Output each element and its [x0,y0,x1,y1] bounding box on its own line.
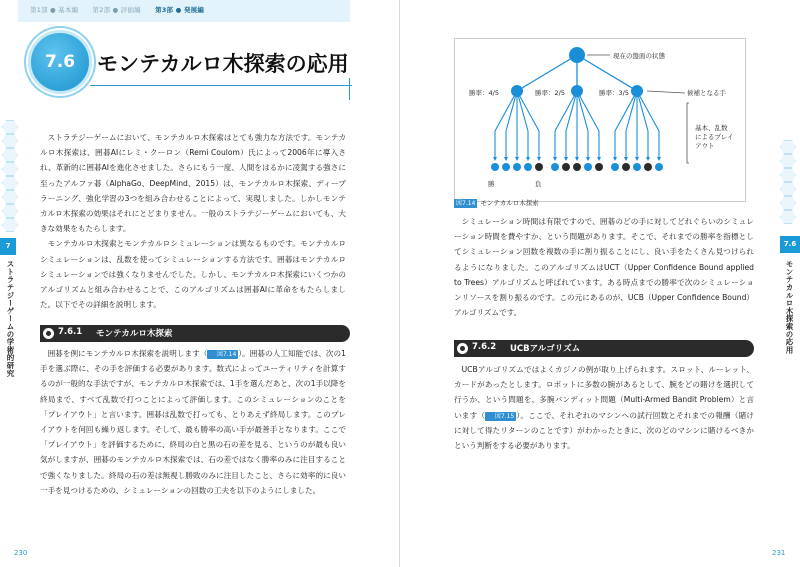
intro-paragraph-1: ストラテジーゲームにおいて、モンテカルロ木探索はとても強力な方法です。モンテカルロ木探索は、囲碁AIにレミ・クーロン（Remi Coulom）氏によって2006年に導入され、革新的に囲碁AIを進化させました。さらにもう一度、人間をはるかに凌駕する強さに至ったアルファ碁（AlphaGo、DeepMind、2015）は、モンテカルロ木探索、ディープラーニング、強化学習の3つを組み合わせることによって、実現しました。しかしモンテカルロ木探索の効果はそれにとどまりません。一般のストラテジーゲームにおいても、大きな効果をもたらします。 [40,133,346,234]
tree-edge [506,91,517,131]
leaf-win-node [584,163,592,171]
section-761-paragraph [40,346,346,498]
tree-edge [637,91,659,131]
breadcrumb-part1[interactable]: 第1部 ● 基本編 [30,6,79,14]
figure-ref-715[interactable]: 図7.15 [485,412,516,421]
leaf-lose-node [562,163,570,171]
title-tick [349,78,350,100]
leaf-win-node [513,163,521,171]
leaf-lose-node [622,163,630,171]
tree-edge [495,91,517,131]
section-heading-761 [40,325,350,342]
playout-note-line-3: アウト [695,142,715,150]
lose-label: 負 [535,180,542,188]
page-title: モンテカルロ木探索の応用 [97,52,349,76]
tree-edge [615,91,637,131]
arrowhead [537,157,541,161]
right-page [400,0,800,567]
side-tab-section[interactable]: 7.6 [780,236,800,253]
candidate-pointer [647,91,685,93]
right-top-paragraph: シミュレーション時間は有限ですので、囲碁のどの手に対してどれぐらいのシミュレーション時間を費やすか、という問題があります。そこで、それまでの勝率を指標としてシミュレーション回数を複数の手に割り振ることにし、良い手をたくさん見つけられるようになりました。このアルゴリズムはUCT（Upper Confidence Bound applied to Trees）アルゴリズムと呼ばれています。ある時点までの勝率で次のシミュレーションリソースを割り振るのです。この元にあるのが、UCB（Upper Confidence Bound）アルゴリズムです。 [454,217,754,318]
leaf-win-node [551,163,559,171]
section-number: 7.6.2 [472,342,497,352]
arrowhead [493,157,497,161]
winrate-label-1: 勝率：4/5 [469,89,499,97]
candidate-node [571,85,583,97]
side-tab-chapter[interactable]: 7 [0,238,16,255]
intro-paragraph-2: モンテカルロ木探索とモンテカルロシミュレーションは異なるものです。モンテカルロシミュレーションは、乱数を使ってシミュレーションする方法です。囲碁はモンテカルロシミュレーションでは強くなりませんでした。しかし、モンテカルロ木探索にいくつかのアルゴリズムと組み合わせることで、このアルゴリズムは囲碁AIに革命をもたらしました。以下でその詳細を説明します。 [40,239,346,310]
right-top-text [454,214,754,320]
section-761-text [40,346,346,498]
arrowhead [613,157,617,161]
side-vertical-title: モンテカルロ木探索の応用 [785,260,794,354]
root-node [569,47,585,63]
playout-note-line-1: 基本、乱数 [695,124,728,132]
arrowhead [597,157,601,161]
section-number-badge: 7.6 [28,30,92,94]
section-bullet-icon [457,343,468,354]
s761-text-b: ）。囲碁の人工知能では、次の1手を選ぶ際に、その手を評価する必要があります。数式によってユーティリティを計算するのが一般的な手法ですが、モンテカルロ木探索では、1手を選んだあと、次の1手以降を終局まで、すべて乱数で打つことによって評価します。このシミュレーションのことを「プレイアウト」と言います。囲碁は乱数で打っても、とりあえず終局します。このプレイアウトを何回も繰り返します。そして、最も勝率の高い手が最善手となります。ここで「プレイアウト」を評価するために、終局の白と黒の石の差を見る、というのが最も良い気がしますが、囲碁のモンテカルロ木探索では、石の差ではなく勝率のみに注目することで強くなりました。終局の石の差は無視し勝敗のみに注目したこと、さらに効率的に良い一手を見つけるための、シミュレーションの回数の工夫を以下のようにしました。 [40,349,346,495]
leaf-win-node [655,163,663,171]
candidate-node [511,85,523,97]
arrowhead [624,157,628,161]
mcts-tree-diagram [455,39,745,201]
playout-note-line-2: によるプレイ [695,133,734,141]
figure-ref-714[interactable]: 図7.14 [207,350,238,359]
tree-edges [493,55,685,161]
leaf-lose-node [573,163,581,171]
candidate-node [631,85,643,97]
title-underline [90,85,352,86]
candidate-label: 候補となる手 [687,89,726,97]
winrate-label-3: 勝率：3/5 [599,89,629,97]
tree-edge [637,91,648,131]
section-762-paragraph [454,362,754,453]
figure-caption-tag: 図7.14 [456,200,476,207]
root-label: 現在の盤面の状態 [613,52,665,60]
page-number: 231 [772,549,786,557]
arrowhead [515,157,519,161]
tree-edge [555,91,577,131]
tree-edge [517,55,577,91]
tree-edge [517,91,528,131]
breadcrumb-part3[interactable]: 第3部 ● 発展編 [155,6,205,14]
section-heading-762 [454,340,754,357]
playout-bracket [687,103,689,163]
arrowhead [635,157,639,161]
section-bullet-icon [43,328,54,339]
section-title: モンテカルロ木探索 [96,329,173,339]
tree-edge [577,55,637,91]
s762-text-a: UCBアルゴリズムではよくカジノの例が取り上げられます。スロット、ルーレット、カードがあったとします。ロボットに多数の腕があるとして、腕をどの賭けを選択して行うか、という問題を、多腕バンディット問題（Multi-Armed Bandit Problem）と言います（ [454,365,754,420]
leaf-win-node [633,163,641,171]
win-label: 勝 [488,180,495,188]
arrowhead [575,157,579,161]
section-title: UCBアルゴリズム [510,344,581,354]
leaf-win-node [611,163,619,171]
intro-text [40,130,346,312]
side-vertical-title: ストラテジーゲームの学術的研究 [6,260,15,377]
leaf-win-node [524,163,532,171]
arrowhead [526,157,530,161]
figure-caption-text: モンテカルロ木探索 [480,199,539,207]
winrate-label-2: 勝率：2/5 [535,89,565,97]
page-number: 230 [14,549,28,557]
arrowhead [646,157,650,161]
section-number: 7.6.1 [58,327,83,337]
figure-frame [454,38,746,202]
s762-text-b: ）。ここで、それぞれのマシンへの試行回数とそれまでの報酬（賭けに対して得たリターンのことです）がわかったときに、次のどのマシンに賭けるべきかという判断をする必要があります。 [454,410,755,451]
leaf-lose-node [535,163,543,171]
leaf-lose-node [644,163,652,171]
arrowhead [553,157,557,161]
arrowhead [657,157,661,161]
arrowhead [564,157,568,161]
tree-edge [566,91,577,131]
tree-edge [517,91,539,131]
leaf-lose-node [595,163,603,171]
breadcrumb [30,5,216,14]
breadcrumb-part2[interactable]: 第2部 ● 評価編 [92,6,141,14]
arrowhead [504,157,508,161]
figure-caption [454,198,539,208]
leaf-win-node [491,163,499,171]
section-762-text [454,362,754,453]
tree-edge [577,91,588,131]
s761-text-a: 囲碁を例にモンテカルロ木探索を説明します（ [47,349,208,358]
leaf-win-node [502,163,510,171]
tree-edge [577,91,599,131]
tree-edge [626,91,637,131]
arrowhead [586,157,590,161]
